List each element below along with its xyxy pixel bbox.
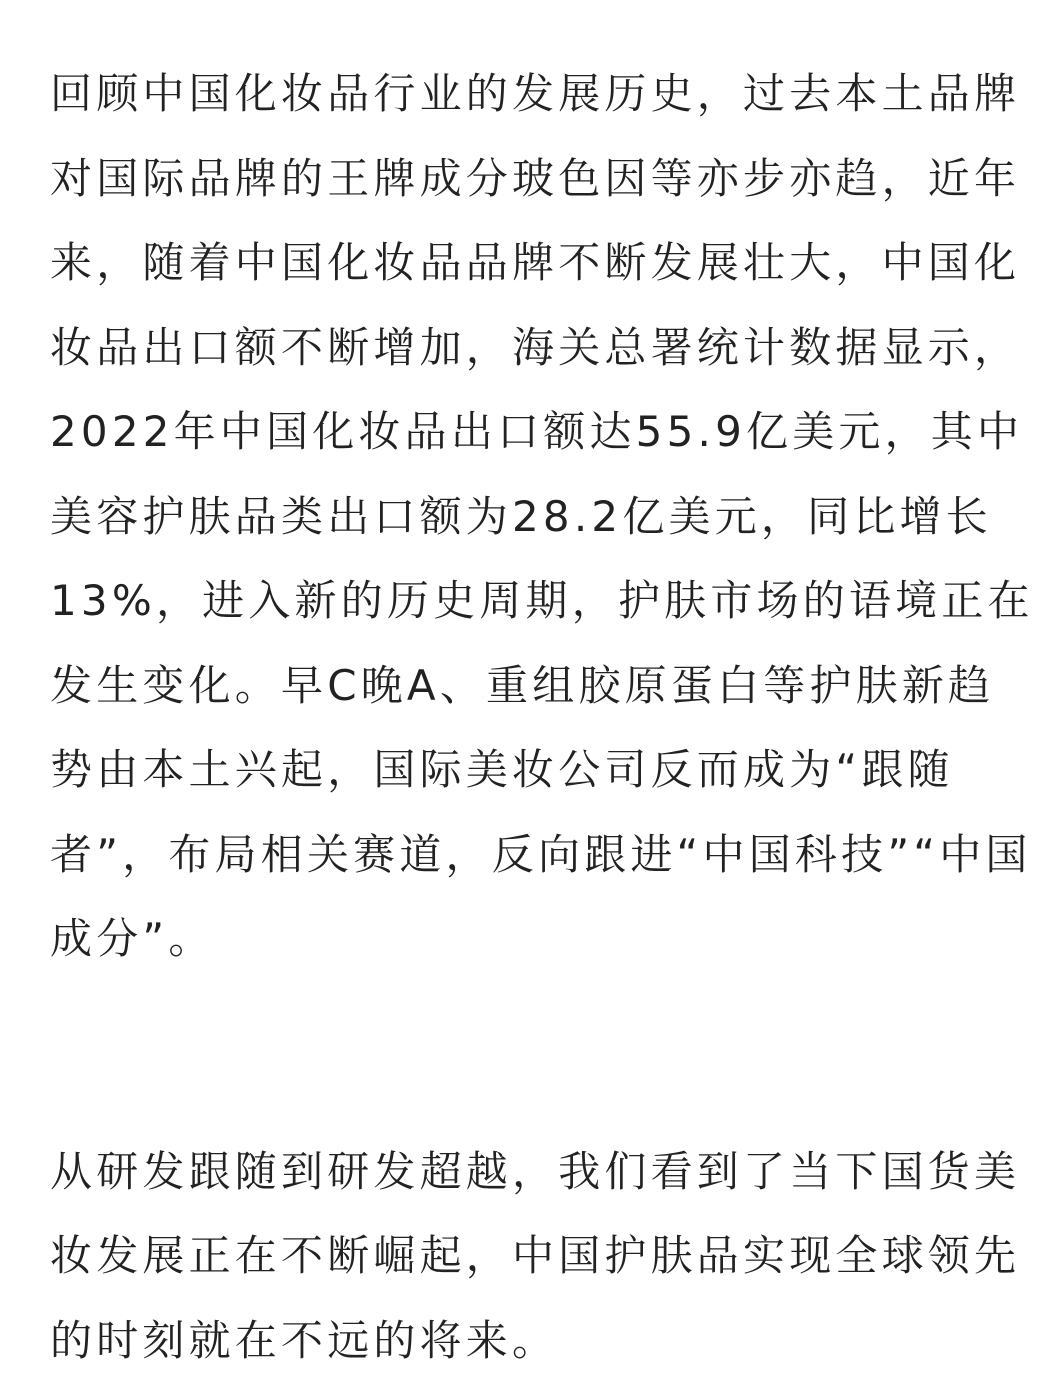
text-line: 13%，进入新的历史周期，护肤市场的语境正在 — [50, 569, 1010, 654]
text-line: 妆发展正在不断崛起，中国护肤品实现全球领先 — [50, 1224, 1010, 1309]
paragraph-spacer — [50, 992, 1010, 1140]
text-line: 来，随着中国化妆品品牌不断发展壮大，中国化 — [50, 231, 1010, 316]
paragraph-industry-history — [50, 62, 1010, 992]
text-line: 势由本土兴起，国际美妆公司反而成为“跟随 — [50, 738, 1010, 823]
text-line: 的时刻就在不远的将来。 — [50, 1309, 1010, 1393]
text-line: 发生变化。早C晚A、重组胶原蛋白等护肤新趋 — [50, 654, 1010, 739]
text-line: 妆品出口额不断增加，海关总署统计数据显示， — [50, 316, 1010, 401]
article-body — [50, 62, 1010, 1393]
text-line: 从研发跟随到研发超越，我们看到了当下国货美 — [50, 1140, 1010, 1225]
text-line: 美容护肤品类出口额为28.2亿美元，同比增长 — [50, 485, 1010, 570]
paragraph-conclusion — [50, 1140, 1010, 1393]
text-line: 2022年中国化妆品出口额达55.9亿美元，其中 — [50, 400, 1010, 485]
text-line: 成分”。 — [50, 907, 1010, 992]
text-line: 回顾中国化妆品行业的发展历史，过去本土品牌 — [50, 62, 1010, 147]
text-line: 对国际品牌的王牌成分玻色因等亦步亦趋，近年 — [50, 147, 1010, 232]
text-line: 者”，布局相关赛道，反向跟进“中国科技”“中国 — [50, 823, 1010, 908]
